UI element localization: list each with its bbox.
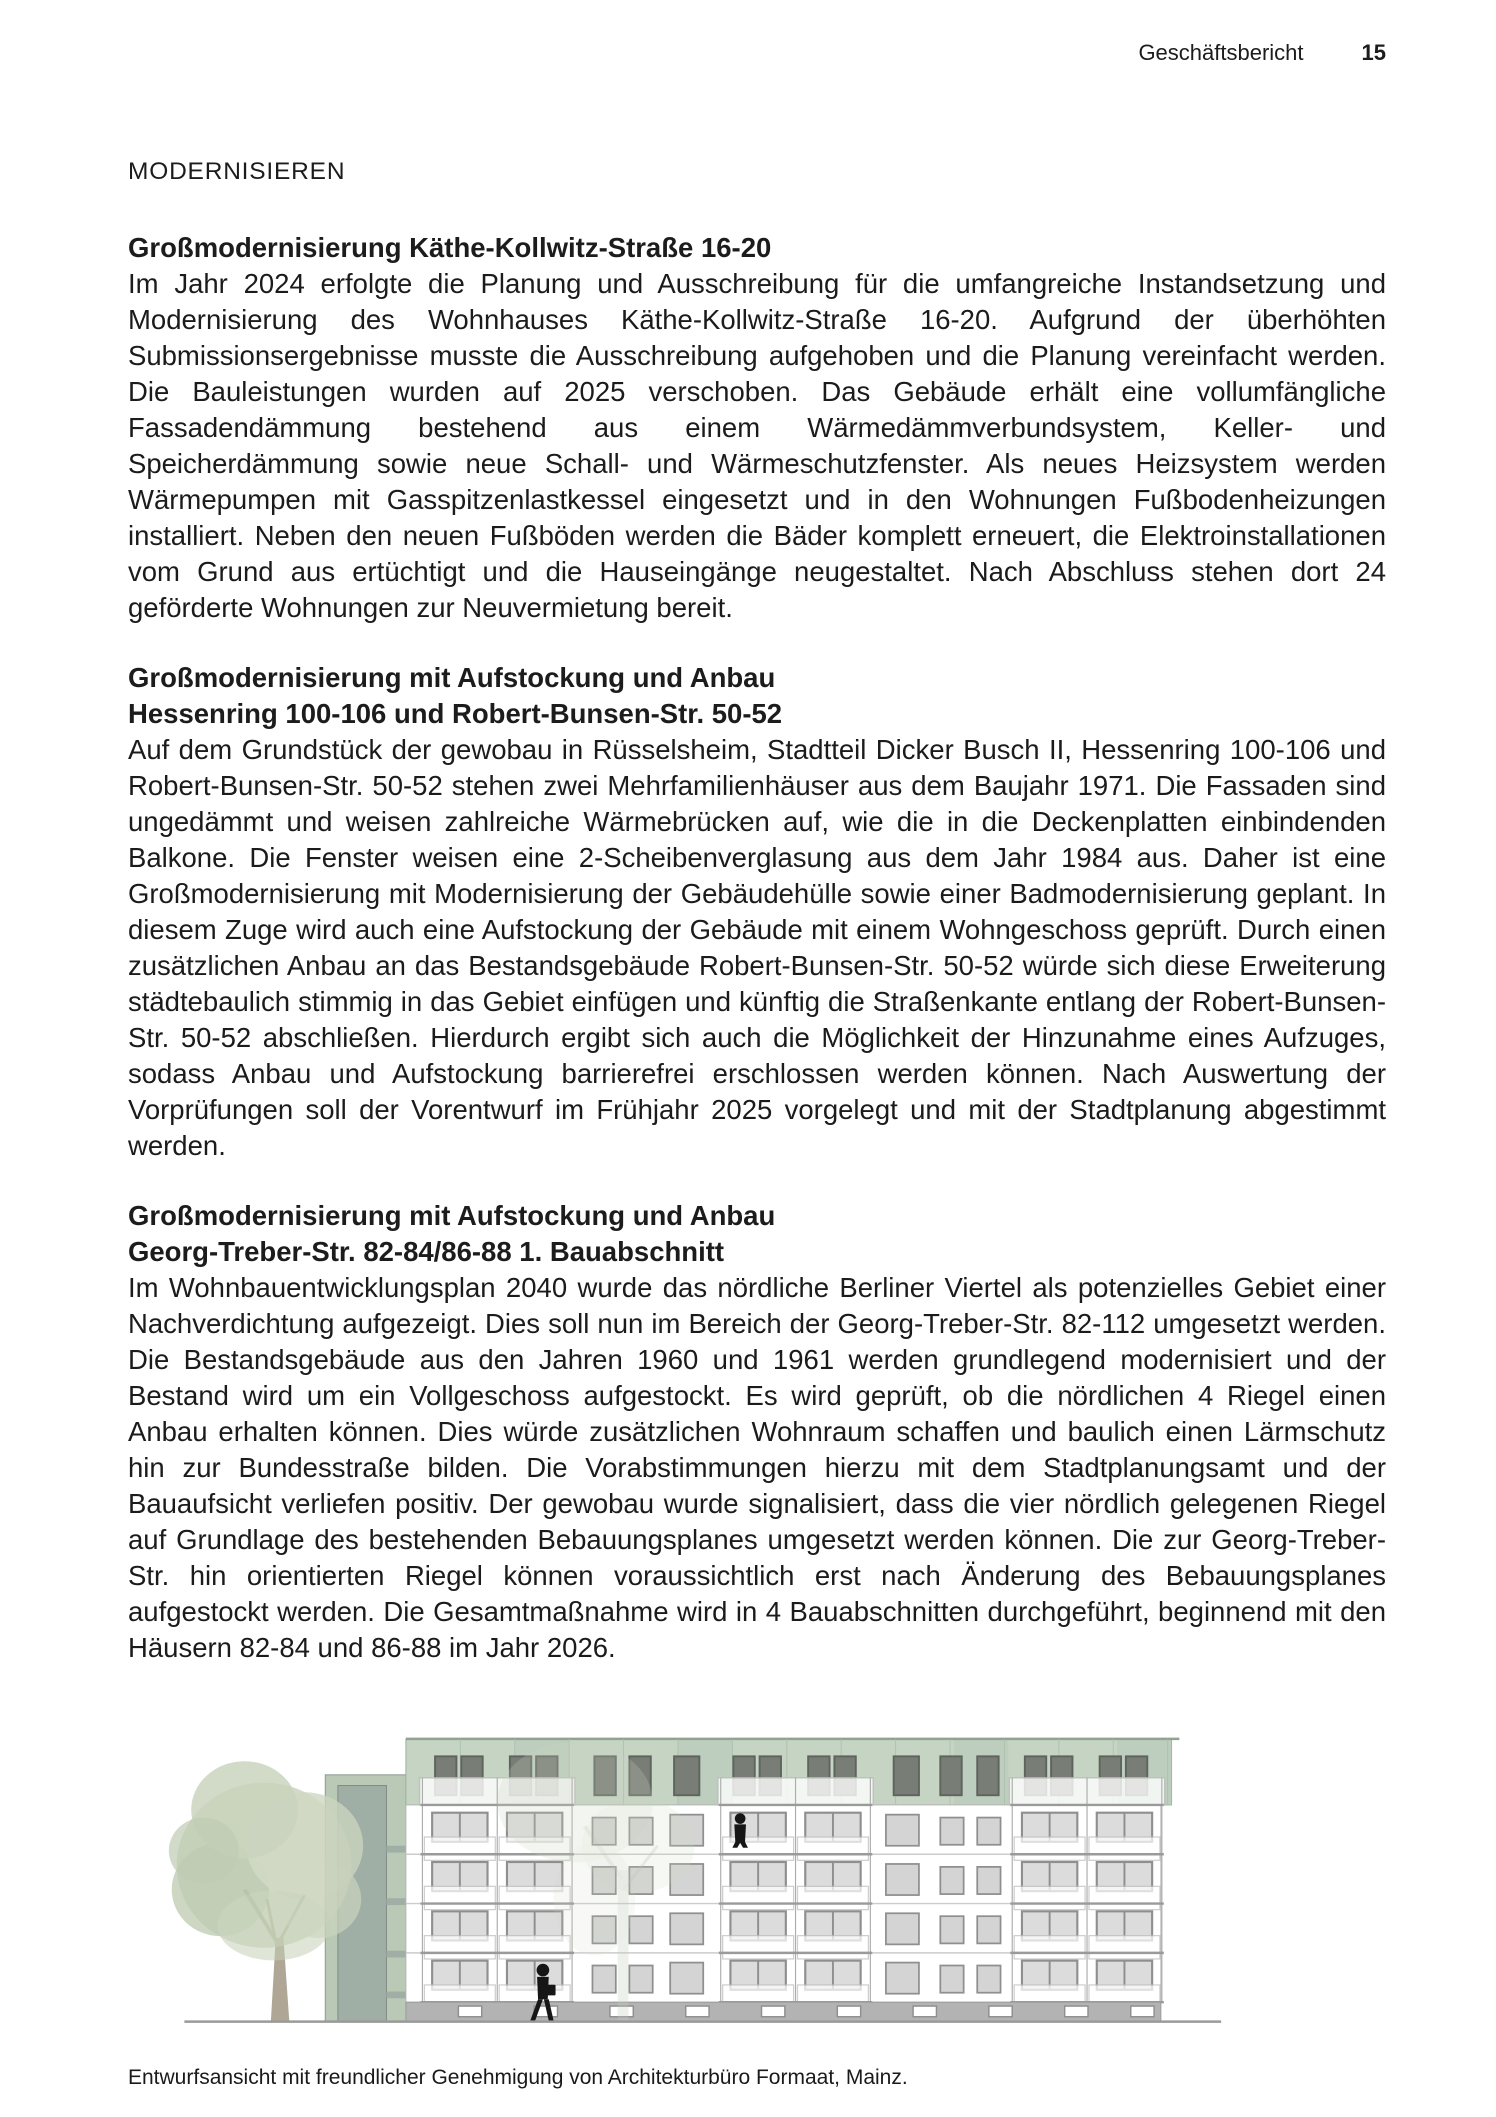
running-header	[1138, 40, 1386, 66]
report-title: Geschäftsbericht	[1138, 40, 1304, 65]
section-kicker: MODERNISIEREN	[128, 158, 346, 185]
section-kaethe-kollwitz	[128, 230, 1386, 626]
section-georg-treber	[128, 1198, 1386, 1666]
page-content	[128, 158, 1386, 2090]
section-body: Im Jahr 2024 erfolgte die Planung und Ausschreibung für die umfangreiche Instandsetzung und Modernisierung des Wohnhauses Käthe-Kollwitz-Straße 16-20. Aufgrund der überhöhten Submissionsergebnisse musste die Ausschreibung aufgehoben und die Planung vereinfacht werden. Die Bauleistungen wurden auf 2025 verschoben. Das Gebäude erhält eine vollumfängliche Fassadendämmung bestehend aus einem Wärmedämmverbundsystem, Keller- und Speicherdämmung sowie neue Schall- und Wärmeschutzfenster. Als neues Heizsystem werden Wärmepumpen mit Gasspitzenlastkessel eingesetzt und in den Wohnungen Fußbodenheizungen installiert. Neben den neuen Fußböden werden die Bäder komplett erneuert, die Elektroinstallationen vom Grund aus ertüchtigt und die Hauseingänge neugestaltet. Nach Abschluss stehen dort 24 geförderte Wohnungen zur Neuvermietung bereit.	[128, 268, 1386, 623]
section-body: Im Wohnbauentwicklungsplan 2040 wurde das nördliche Berliner Viertel als potenzielles Gebiet einer Nachverdichtung aufgezeigt. Dies soll nun im Bereich der Georg-Treber-Str. 82-112 umgesetzt werden. Die Bestandsgebäude aus den Jahren 1960 und 1961 werden grundlegend modernisiert und der Bestand wird um ein Vollgeschoss aufgestockt. Es wird geprüft, ob die nördlichen 4 Riegel einen Anbau erhalten können. Dies würde zusätzlichen Wohnraum schaffen und baulich einen Lärmschutz hin zur Bundesstraße bilden. Die Vorabstimmungen hierzu mit dem Stadtplanungsamt und der Bauaufsicht verliefen positiv. Der gewobau wurde signalisiert, dass die vier nördlich gelegenen Riegel auf Grundlage des bestehenden Bebauungsplanes umgesetzt werden können. Die zur Georg-Treber-Str. hin orientierten Riegel können voraussichtlich erst nach Änderung des Bebauungsplanes aufgestockt werden. Die Gesamtmaßnahme wird in 4 Bauabschnitten durchgeführt, beginnend mit den Häusern 82-84 und 86-88 im Jahr 2026.	[128, 1272, 1386, 1663]
plinth	[406, 2002, 1161, 2021]
figure-block	[128, 1700, 1386, 2090]
figure-caption: Entwurfsansicht mit freundlicher Genehmigung von Architekturbüro Formaat, Mainz.	[128, 2066, 908, 2090]
page-number: 15	[1361, 40, 1386, 65]
section-heading: Großmodernisierung Käthe-Kollwitz-Straße 16-20	[128, 232, 772, 263]
section-body: Auf dem Grundstück der gewobau in Rüsselsheim, Stadtteil Dicker Busch II, Hessenring 100-106 und Robert-Bunsen-Str. 50-52 stehen zwei Mehrfamilienhäuser aus dem Baujahr 1971. Die Fassaden sind ungedämmt und weisen zahlreiche Wärmebrücken auf, wie die in die Deckenplatten einbindenden Balkone. Die Fenster weisen eine 2-Scheibenverglasung aus dem Jahr 1984 aus. Daher ist eine Großmodernisierung mit Modernisierung der Gebäudehülle sowie einer Badmodernisierung geplant. In diesem Zuge wird auch eine Aufstockung der Gebäude mit einem Wohngeschoss geprüft. Durch einen zusätzlichen Anbau an das Bestandsgebäude Robert-Bunsen-Str. 50-52 würde sich diese Erweiterung städtebaulich stimmig in das Gebiet einfügen und künftig die Straßenkante entlang der Robert-Bunsen-Str. 50-52 abschließen. Hierdurch ergibt sich auch die Möglichkeit der Hinzunahme eines Aufzuges, sodass Anbau und Aufstockung barrierefrei erschlossen werden können. Nach Auswertung der Vorprüfungen soll der Vorentwurf im Frühjahr 2025 vorgelegt und mit der Stadtplanung abgestimmt werden.	[128, 734, 1386, 1161]
section-hessenring	[128, 660, 1386, 1164]
building-elevation-drawing	[128, 1700, 1226, 2040]
section-subheading: Hessenring 100-106 und Robert-Bunsen-Str. 50-52	[128, 698, 783, 729]
section-subheading: Georg-Treber-Str. 82-84/86-88 1. Bauabschnitt	[128, 1236, 725, 1267]
section-heading: Großmodernisierung mit Aufstockung und Anbau	[128, 1200, 776, 1231]
section-heading: Großmodernisierung mit Aufstockung und Anbau	[128, 662, 776, 693]
